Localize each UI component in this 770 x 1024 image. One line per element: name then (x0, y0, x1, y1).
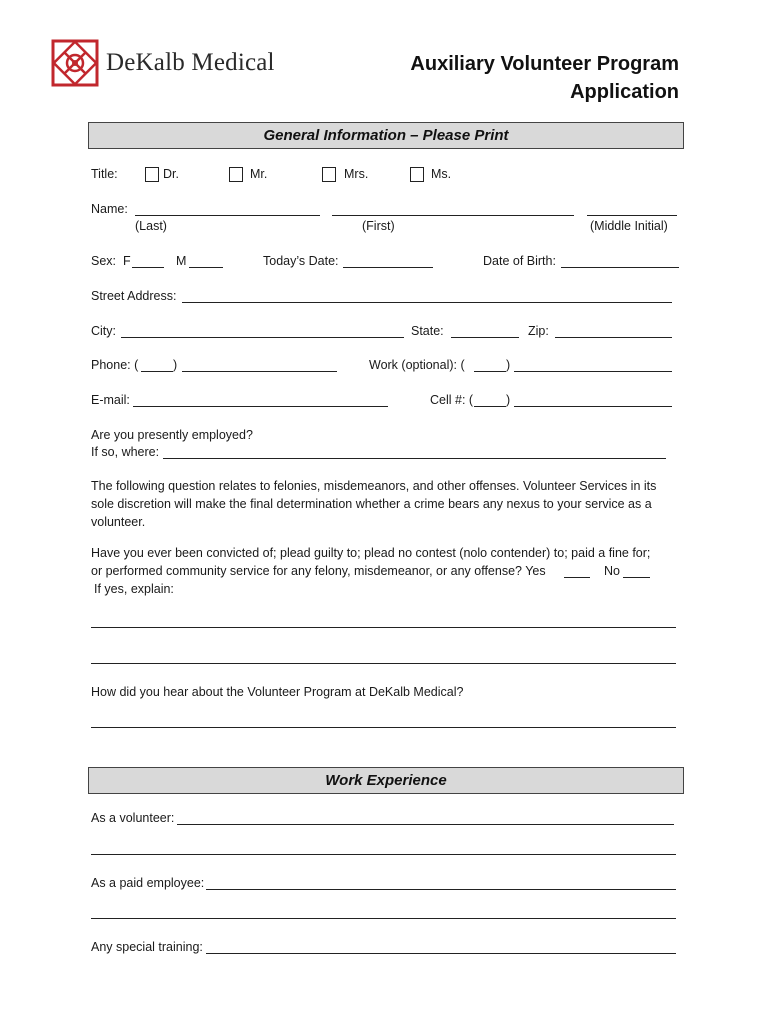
name-last-caption: (Last) (135, 219, 167, 233)
phone-label: Phone: ( (91, 358, 139, 372)
work-phone-close-paren: ) (506, 358, 511, 372)
employed-question: Are you presently employed? (91, 428, 253, 442)
phone-number-field[interactable] (182, 371, 337, 372)
logo-text: DeKalb Medical (106, 49, 275, 76)
as-paid-employee-field-2[interactable] (91, 918, 676, 919)
convicted-question-line-2: or performed community service for any felony, misdemeanor, or any offense? Yes (91, 564, 546, 578)
todays-date-field[interactable] (343, 267, 433, 268)
cell-number-field[interactable] (514, 406, 672, 407)
title-line-2: Application (570, 81, 679, 103)
title-label: Title: (91, 167, 118, 181)
convicted-question-line-1: Have you ever been convicted of; plead guilty to; plead no contest (nolo contender) to; paid a fine for; (91, 546, 651, 560)
as-paid-employee-field[interactable] (206, 889, 676, 890)
sex-f-label: F (123, 254, 131, 268)
sex-m-label: M (176, 254, 187, 268)
title-mr-label: Mr. (250, 167, 268, 181)
work-phone-number-field[interactable] (514, 371, 672, 372)
cell-area-field[interactable] (474, 406, 506, 407)
employer-field[interactable] (163, 458, 666, 459)
hear-about-question: How did you hear about the Volunteer Program at DeKalb Medical? (91, 685, 464, 699)
explain-line-1[interactable] (91, 627, 676, 628)
title-mr-checkbox[interactable] (229, 167, 243, 182)
state-field[interactable] (451, 337, 519, 338)
name-first-caption: (First) (362, 219, 395, 233)
as-volunteer-field[interactable] (177, 824, 674, 825)
street-field[interactable] (182, 302, 672, 303)
title-dr-checkbox[interactable] (145, 167, 159, 182)
email-label: E-mail: (91, 393, 130, 407)
street-label: Street Address: (91, 289, 177, 303)
section-work-experience: Work Experience (88, 767, 684, 794)
title-mrs-checkbox[interactable] (322, 167, 336, 182)
title-dr-label: Dr. (163, 167, 179, 181)
phone-close-paren: ) (173, 358, 178, 372)
work-phone-label: Work (optional): ( (369, 358, 465, 372)
convicted-yes-field[interactable] (564, 577, 590, 578)
dekalb-emblem-icon (50, 38, 100, 88)
title-line-1: Auxiliary Volunteer Program (410, 53, 679, 75)
special-training-label: Any special training: (91, 940, 203, 954)
title-mrs-label: Mrs. (344, 167, 369, 181)
name-last-field[interactable] (135, 215, 320, 216)
work-phone-area-field[interactable] (474, 371, 506, 372)
dob-field[interactable] (561, 267, 679, 268)
todays-date-label: Today’s Date: (263, 254, 339, 268)
special-training-field[interactable] (206, 953, 676, 954)
zip-label: Zip: (528, 324, 549, 338)
email-field[interactable] (133, 406, 388, 407)
section-general-information: General Information – Please Print (88, 122, 684, 149)
sex-f-field[interactable] (132, 267, 164, 268)
explain-line-2[interactable] (91, 663, 676, 664)
sex-m-field[interactable] (189, 267, 223, 268)
city-field[interactable] (121, 337, 404, 338)
if-so-where-label: If so, where: (91, 445, 160, 459)
page-title (410, 50, 679, 106)
convicted-no-field[interactable] (623, 577, 650, 578)
dob-label: Date of Birth: (483, 254, 556, 268)
name-middle-caption: (Middle Initial) (590, 219, 668, 233)
zip-field[interactable] (555, 337, 672, 338)
city-label: City: (91, 324, 116, 338)
hear-about-field[interactable] (91, 727, 676, 728)
title-ms-checkbox[interactable] (410, 167, 424, 182)
as-paid-employee-label: As a paid employee: (91, 876, 205, 890)
if-yes-explain-label: If yes, explain: (94, 582, 174, 596)
state-label: State: (411, 324, 444, 338)
convicted-no-label: No (604, 564, 620, 578)
dekalb-logo (50, 38, 275, 88)
as-volunteer-field-2[interactable] (91, 854, 676, 855)
sex-label: Sex: (91, 254, 117, 268)
cell-close-paren: ) (506, 393, 511, 407)
name-label: Name: (91, 202, 128, 216)
cell-label: Cell #: ( (430, 393, 474, 407)
name-first-field[interactable] (332, 215, 574, 216)
phone-area-field[interactable] (141, 371, 173, 372)
name-middle-field[interactable] (587, 215, 677, 216)
as-volunteer-label: As a volunteer: (91, 811, 175, 825)
title-ms-label: Ms. (431, 167, 452, 181)
felony-notice: The following question relates to felonies, misdemeanors, and other offenses. Volunteer Services in its sole discretion will make the final determination whether a crime bears any nexus to your service as a volunteer. (91, 479, 657, 529)
